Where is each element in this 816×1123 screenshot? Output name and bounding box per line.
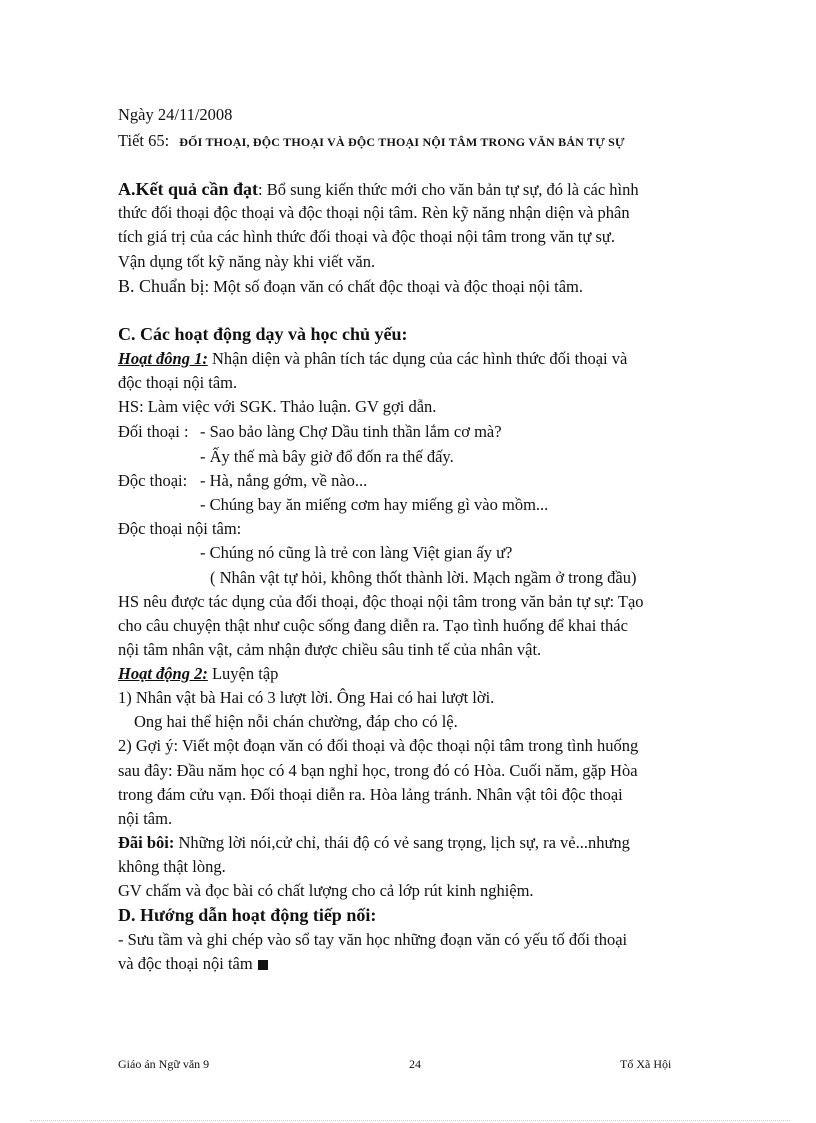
activity-2-line (118, 663, 278, 685)
monologue-line-1: - Hà, nắng gớm, về nào... (200, 471, 368, 490)
monologue-label: Độc thoại: (118, 471, 188, 490)
lesson-title-line (118, 130, 625, 153)
section-a-line-4: Vận dụng tốt kỹ năng này khi viết văn. (118, 252, 376, 271)
section-d-line-2 (118, 953, 268, 975)
effect-line-2: cho câu chuyện thật như cuộc sống đang diễn ra. Tạo tình huống để khai thác (118, 616, 628, 635)
activity-2-label: Hoạt động 2: (118, 664, 208, 683)
activity-2-text: Luyện tập (207, 664, 279, 683)
activity-1-text: Nhận diện và phân tích tác dụng của các hình thức đối thoại và (207, 349, 628, 368)
footer-right: Tổ Xã Hội (620, 1057, 672, 1071)
dialogue-line-1: - Sao bảo làng Chợ Dầu tinh thần lắm cơ mà? (200, 422, 502, 441)
hs-line: HS: Làm việc với SGK. Thảo luận. GV gợi dẫn. (118, 397, 437, 416)
exercise-1-line-2: Ong hai thể hiện nỗi chán chường, đáp cho có lệ. (134, 712, 458, 731)
footer-left: Giáo án Ngữ văn 9 (118, 1057, 210, 1071)
exercise-2-line-1: 2) Gợi ý: Viết một đoạn văn có đối thoại và độc thoại nội tâm trong tình huống (118, 736, 639, 755)
section-d-heading: D. Hướng dẫn hoạt động tiếp nối: (118, 905, 377, 925)
section-d-text: và độc thoại nội tâm (118, 954, 253, 973)
dialogue-label: Đối thoại : (118, 422, 189, 441)
footer-page-number: 24 (409, 1057, 421, 1071)
lesson-prefix: Tiết 65: (118, 131, 170, 150)
section-a-text: : Bổ sung kiến thức mới cho văn bản tự sự, đó là các hình (258, 180, 639, 199)
activity-1-line (118, 348, 627, 370)
section-a-line-2: thức đối thoại độc thoại và độc thoại nội tâm. Rèn kỹ năng nhận diện và phân (118, 203, 630, 222)
exercise-1-line-1: 1) Nhân vật bà Hai có 3 lượt lời. Ông Hai có hai lượt lời. (118, 688, 495, 707)
effect-line-3: nội tâm nhân vật, cảm nhận được chiều sâu tinh tế của nhân vật. (118, 640, 542, 659)
section-b-line (118, 275, 583, 298)
dai-boi-text: Những lời nói,cử chỉ, thái độ có vẻ sang trọng, lịch sự, ra vẻ...nhưng (174, 833, 630, 852)
exercise-2-line-4: nội tâm. (118, 809, 173, 828)
dialogue-line-2: - Ấy thế mà bây giờ đổ đốn ra thế đấy. (200, 447, 454, 466)
inner-monologue-label: Độc thoại nội tâm: (118, 519, 242, 538)
section-a-heading: A.Kết quả cần đạt (118, 179, 259, 199)
section-a-line-3: tích giá trị của các hình thức đối thoại và độc thoại nội tâm trong văn tự sự. (118, 227, 615, 246)
section-b-text: : Một số đoạn văn có chất độc thoại và độc thoại nội tâm. (204, 277, 584, 296)
inner-monologue-line-1: - Chúng nó cũng là trẻ con làng Việt gian ấy ư? (200, 543, 513, 562)
end-square-icon (258, 960, 268, 970)
lesson-title: ĐỐI THOẠI, ĐỘC THOẠI VÀ ĐỘC THOẠI NỘI TÂM TRONG VĂN BẢN TỰ SỰ (179, 135, 625, 149)
gv-line: GV chấm và đọc bài có chất lượng cho cả lớp rút kinh nghiệm. (118, 881, 534, 900)
dai-boi-line-2: không thật lòng. (118, 857, 226, 876)
section-d-line-1: - Sưu tầm và ghi chép vào sổ tay văn học những đoạn văn có yếu tố đối thoại (118, 930, 628, 949)
activity-1-line-2: độc thoại nội tâm. (118, 373, 238, 392)
effect-line-1: HS nêu được tác dụng của đối thoại, độc thoại nội tâm trong văn bản tự sự: Tạo (118, 592, 644, 611)
dai-boi-label: Đãi bôi: (118, 833, 175, 852)
inner-monologue-note: ( Nhân vật tự hỏi, không thốt thành lời. Mạch ngầm ở trong đầu) (210, 568, 637, 587)
activity-1-label: Hoạt đông 1: (118, 349, 208, 368)
section-b-heading: B. Chuẩn bị (118, 276, 205, 296)
exercise-2-line-3: trong đám cửu vạn. Đối thoại diễn ra. Hòa lảng tránh. Nhân vật tôi độc thoại (118, 785, 623, 804)
date-line: Ngày 24/11/2008 (118, 105, 233, 124)
page-bottom-divider (30, 1120, 790, 1121)
exercise-2-line-2: sau đây: Đầu năm học có 4 bạn nghỉ học, trong đó có Hòa. Cuối năm, gặp Hòa (118, 761, 638, 780)
dai-boi-line (118, 832, 630, 854)
section-c-heading: C. Các hoạt động dạy và học chủ yếu: (118, 324, 408, 344)
section-a-line-1 (118, 178, 639, 201)
monologue-line-2: - Chúng bay ăn miếng cơm hay miếng gì vào mồm... (200, 495, 549, 514)
